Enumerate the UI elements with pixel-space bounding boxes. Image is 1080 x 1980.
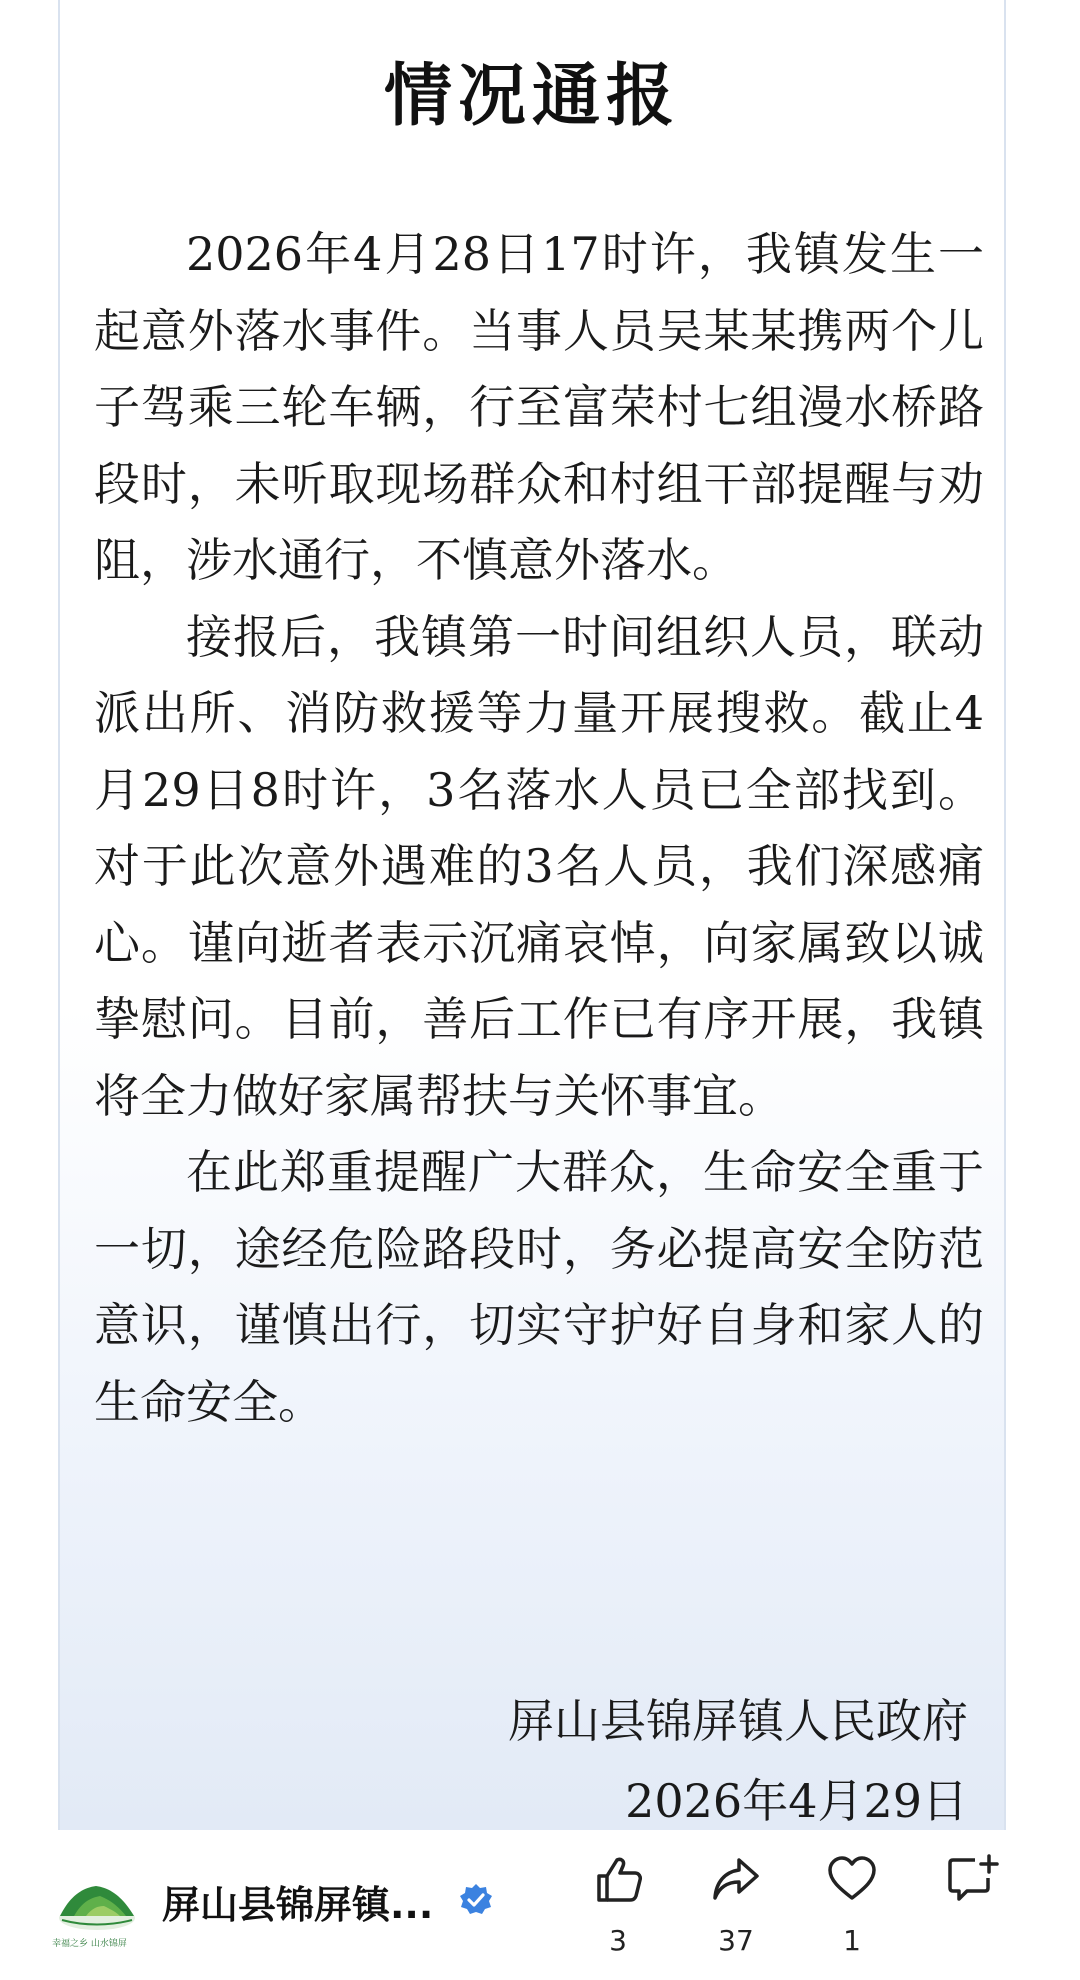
paragraph-1: 2026年4月28日17时许，我镇发生一起意外落水事件。当事人员吴某某携两个儿子驾乘三轮车辆，行至富荣村七组漫水桥路段时，未听取现场群众和村组干部提醒与劝阻，涉水通行，不慎意外落水。	[94, 227, 984, 587]
share-button[interactable]	[686, 1852, 786, 1957]
thumbs-up-icon	[591, 1852, 645, 1906]
comment-button[interactable]	[924, 1852, 1024, 1906]
signature-org: 屏山县锦屏镇人民政府	[508, 1694, 968, 1748]
announcement-image	[58, 0, 1006, 1830]
like-count: 3	[609, 1924, 627, 1957]
paragraph-3: 在此郑重提醒广大群众，生命安全重于一切，途经危险路段时，务必提高安全防范意识，谨慎出行，切实守护好自身和家人的生命安全。	[94, 1145, 984, 1429]
account-name[interactable]: 屏山县锦屏镇...	[162, 1883, 434, 1927]
verified-badge-icon	[458, 1882, 494, 1918]
comment-plus-icon	[945, 1852, 1003, 1906]
page-title: 情况通报	[383, 57, 680, 136]
favorite-count: 1	[843, 1924, 861, 1957]
share-count: 37	[718, 1924, 754, 1957]
favorite-button[interactable]	[802, 1852, 902, 1957]
paragraph-2: 接报后，我镇第一时间组织人员，联动派出所、消防救援等力量开展搜救。截止4月29日8时许，3名落水人员已全部找到。对于此次意外遇难的3名人员，我们深感痛心。谨向逝者表示沉痛哀悼，向家属致以诚挚慰问。目前，善后工作已有序开展，我镇将全力做好家属帮扶与关怀事宜。	[94, 609, 984, 1123]
share-arrow-icon	[709, 1852, 763, 1906]
account-logo-icon[interactable]	[56, 1866, 138, 1940]
bottom-action-bar	[0, 1830, 1080, 1980]
like-button[interactable]	[568, 1852, 668, 1957]
signature-date: 2026年4月29日	[625, 1774, 968, 1828]
announcement-body	[94, 216, 984, 1440]
heart-icon	[825, 1852, 879, 1906]
logo-caption: 幸福之乡 山水锦屏	[52, 1939, 127, 1949]
